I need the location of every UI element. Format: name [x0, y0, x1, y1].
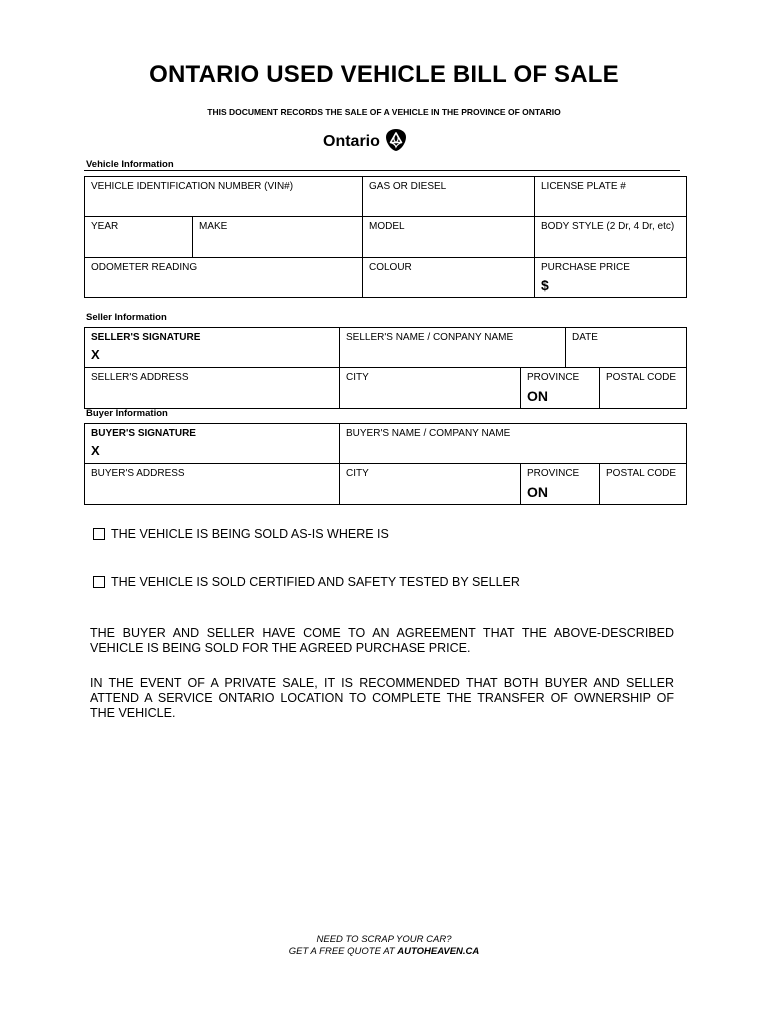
footer-line-1: NEED TO SCRAP YOUR CAR?: [316, 934, 452, 945]
buyer-province-field[interactable]: [521, 464, 600, 505]
seller-province-value: ON: [527, 388, 548, 404]
buyer-address-field[interactable]: [85, 464, 340, 505]
vin-label: VEHICLE IDENTIFICATION NUMBER (VIN#): [91, 181, 294, 192]
seller-address-field[interactable]: [85, 368, 340, 409]
buyer-province-value: ON: [527, 484, 548, 500]
seller-city-field[interactable]: [340, 368, 521, 409]
buyer-signature-label: BUYER'S SIGNATURE: [91, 428, 196, 439]
make-field[interactable]: [193, 217, 363, 258]
license-plate-field[interactable]: [535, 177, 687, 217]
seller-info-table: [84, 327, 687, 409]
buyer-name-field[interactable]: [340, 424, 687, 464]
seller-signature-label: SELLER'S SIGNATURE: [91, 332, 201, 343]
seller-section-label: Seller Information: [86, 312, 167, 323]
fuel-field[interactable]: [363, 177, 535, 217]
year-label: YEAR: [91, 221, 119, 232]
document-subtitle: THIS DOCUMENT RECORDS THE SALE OF A VEHICLE IN THE PROVINCE OF ONTARIO: [207, 107, 561, 117]
buyer-signature-mark: X: [91, 443, 100, 458]
ontario-logo: [323, 128, 407, 156]
seller-signature-field[interactable]: [85, 328, 340, 368]
buyer-signature-field[interactable]: [85, 424, 340, 464]
buyer-section-label: Buyer Information: [86, 408, 168, 419]
seller-postal-code-label: POSTAL CODE: [606, 372, 677, 383]
body-style-label: BODY STYLE (2 Dr, 4 Dr, etc): [541, 221, 675, 232]
document-title: ONTARIO USED VEHICLE BILL OF SALE: [149, 61, 619, 88]
seller-province-label: PROVINCE: [527, 372, 580, 383]
as-is-checkbox-row[interactable]: [93, 527, 389, 541]
seller-name-label: SELLER'S NAME / CONPANY NAME: [346, 332, 514, 343]
seller-date-field[interactable]: [566, 328, 687, 368]
as-is-checkbox[interactable]: [93, 528, 105, 540]
footer-line-2-prefix: GET A FREE QUOTE AT: [288, 946, 398, 957]
odometer-label: ODOMETER READING: [91, 262, 198, 273]
colour-field[interactable]: [363, 258, 535, 298]
as-is-checkbox-label: THE VEHICLE IS BEING SOLD AS-IS WHERE IS: [111, 527, 389, 541]
purchase-price-label: PURCHASE PRICE: [541, 262, 630, 273]
seller-date-label: DATE: [572, 332, 598, 343]
vehicle-info-table: [84, 176, 687, 298]
vin-field[interactable]: [85, 177, 363, 217]
purchase-price-field[interactable]: [535, 258, 687, 298]
buyer-postal-code-label: POSTAL CODE: [606, 468, 677, 479]
buyer-address-label: BUYER'S ADDRESS: [91, 468, 185, 479]
year-field[interactable]: [85, 217, 193, 258]
certified-checkbox[interactable]: [93, 576, 105, 588]
buyer-postal-code-field[interactable]: [600, 464, 687, 505]
seller-signature-mark: X: [91, 347, 100, 362]
seller-name-field[interactable]: [340, 328, 566, 368]
seller-postal-code-field[interactable]: [600, 368, 687, 409]
buyer-province-label: PROVINCE: [527, 468, 580, 479]
footer-website-link[interactable]: AUTOHEAVEN.CA: [397, 946, 480, 957]
buyer-city-field[interactable]: [340, 464, 521, 505]
purchase-price-value: $: [541, 277, 549, 293]
certified-checkbox-row[interactable]: [93, 575, 520, 589]
colour-label: COLOUR: [369, 262, 412, 273]
agreement-paragraph: THE BUYER AND SELLER HAVE COME TO AN AGREEMENT THAT THE ABOVE-DESCRIBED VEHICLE IS BEING SOLD FOR THE AGREED PURCHASE PRICE.: [90, 626, 674, 655]
seller-province-field[interactable]: [521, 368, 600, 409]
seller-address-label: SELLER'S ADDRESS: [91, 372, 189, 383]
body-style-field[interactable]: [535, 217, 687, 258]
ontario-logo-text: Ontario: [323, 133, 380, 150]
footer-line-2: [0, 946, 768, 958]
footer-promo: [0, 934, 768, 958]
transfer-paragraph: IN THE EVENT OF A PRIVATE SALE, IT IS RECOMMENDED THAT BOTH BUYER AND SELLER ATTEND A SERVICE ONTARIO LOCATION TO COMPLETE THE TRANSFER OF OWNERSHIP OF THE VEHICLE.: [90, 676, 674, 720]
certified-checkbox-label: THE VEHICLE IS SOLD CERTIFIED AND SAFETY TESTED BY SELLER: [111, 575, 520, 589]
make-label: MAKE: [199, 221, 228, 232]
trillium-icon: [385, 128, 407, 157]
model-label: MODEL: [369, 221, 405, 232]
buyer-name-label: BUYER'S NAME / COMPANY NAME: [346, 428, 511, 439]
model-field[interactable]: [363, 217, 535, 258]
seller-city-label: CITY: [346, 372, 369, 383]
buyer-info-table: [84, 423, 687, 505]
license-plate-label: LICENSE PLATE #: [541, 181, 626, 192]
vehicle-section-label: Vehicle Information: [86, 159, 174, 170]
buyer-city-label: CITY: [346, 468, 369, 479]
vehicle-section-rule: [84, 170, 680, 171]
odometer-field[interactable]: [85, 258, 363, 298]
fuel-label: GAS OR DIESEL: [369, 181, 447, 192]
